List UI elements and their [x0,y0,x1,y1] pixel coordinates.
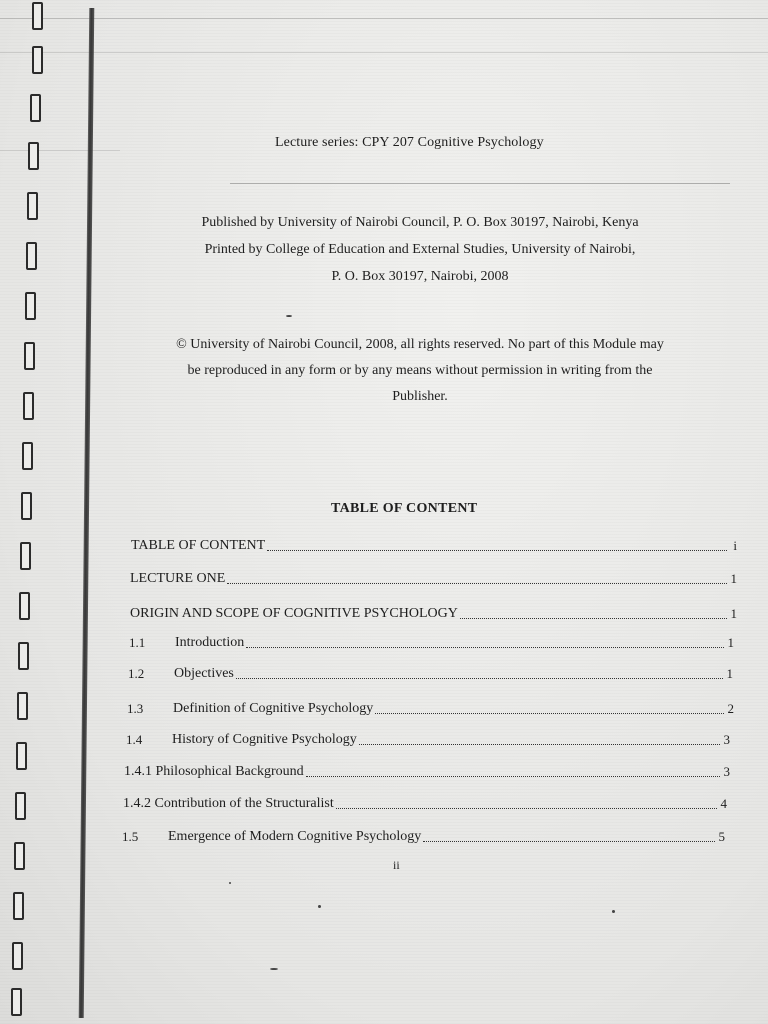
copyright-line-1: © University of Nairobi Council, 2008, all rights reserved. No part of this Module may [176,337,664,352]
binder-hole [14,842,25,870]
toc-entry-page: i [733,538,737,553]
binding-edge [79,8,95,1018]
toc-leader-dots [423,840,715,842]
scan-speck [286,315,292,317]
copyright-notice [140,332,700,410]
binder-hole [24,342,35,370]
binder-hole [17,692,28,720]
address-line: P. O. Box 30197, Nairobi, 2008 [331,269,509,284]
toc-entry-label: Emergence of Modern Cognitive Psychology [168,829,422,844]
scan-rule [0,18,768,19]
toc-entry-page: 4 [720,796,727,811]
toc-entry-number: 1.4 [126,732,143,747]
binder-hole [21,492,32,520]
toc-entry-label: TABLE OF CONTENT [131,538,266,553]
copyright-line-2: be reproduced in any form or by any means without permission in writing from the [187,363,653,378]
binder-hole [32,2,43,30]
toc-leader-dots [227,582,727,584]
copyright-line-3: Publisher. [392,389,448,404]
toc-leader-dots [306,775,720,777]
toc-leader-dots [336,807,717,809]
toc-entry-label: Definition of Cognitive Psychology [173,701,374,716]
binder-hole [30,94,41,122]
toc-leader-dots [236,677,723,679]
binder-hole [16,742,27,770]
binder-hole [13,892,24,920]
toc-entry-page: 5 [718,829,725,844]
binder-hole [32,46,43,74]
publication-info [150,209,690,290]
binder-hole [12,942,23,970]
toc-entry-label: LECTURE ONE [130,571,226,586]
binder-hole [25,292,36,320]
scan-speck [229,882,231,884]
page-number: ii [393,858,400,872]
toc-leader-dots [246,646,724,648]
binder-holes [6,0,46,1024]
binder-hole [28,142,39,170]
toc-entry-label: 1.4.1 Philosophical Background [124,764,304,779]
toc-entry[interactable] [124,760,730,780]
toc-entry-page: 1 [730,606,737,621]
toc-entry[interactable] [128,662,733,682]
binder-hole [15,792,26,820]
toc-entry-label: History of Cognitive Psychology [172,732,357,747]
toc-entry-number: 1.2 [128,666,145,681]
lecture-series-title: Lecture series: CPY 207 Cognitive Psychology [275,135,544,150]
binder-hole [20,542,31,570]
published-by-line: Published by University of Nairobi Council, P. O. Box 30197, Nairobi, Kenya [201,215,639,230]
binder-hole [19,592,30,620]
toc-leader-dots [375,712,724,714]
toc-entry-page: 1 [730,571,737,586]
binder-hole [23,392,34,420]
scan-rule [0,52,768,53]
toc-entry[interactable] [129,631,734,651]
binder-hole [26,242,37,270]
toc-entry[interactable] [130,602,737,622]
toc-entry-number: 1.1 [129,635,146,650]
toc-entry[interactable] [126,728,730,748]
toc-entry[interactable] [131,534,737,554]
toc-leader-dots [359,743,720,745]
toc-entry-number: 1.3 [127,701,144,716]
binder-hole [27,192,38,220]
toc-entry-page: 3 [723,764,730,779]
scan-speck [612,910,615,913]
toc-entry[interactable] [123,792,727,812]
toc-entry-label: ORIGIN AND SCOPE OF COGNITIVE PSYCHOLOGY [130,606,458,621]
toc-entry-number: 1.5 [122,829,139,844]
toc-entry-label: 1.4.2 Contribution of the Structuralist [123,796,334,811]
toc-entry-page: 1 [726,666,733,681]
printed-by-line: Printed by College of Education and External Studies, University of Nairobi, [204,242,636,257]
toc-leader-dots [267,549,727,551]
toc-entry[interactable] [122,825,725,845]
binder-hole [22,442,33,470]
binder-hole [18,642,29,670]
scan-speck [318,905,321,908]
toc-entry[interactable] [127,697,734,717]
toc-heading: TABLE OF CONTENT [331,501,478,516]
toc-entry-label: Introduction [175,635,245,650]
header-divider [230,183,730,184]
toc-entry-page: 2 [727,701,734,716]
toc-entry-label: Objectives [174,666,234,681]
binder-hole [11,988,22,1016]
toc-entry-page: 3 [723,732,730,747]
toc-leader-dots [460,617,727,619]
scan-speck [270,968,278,970]
toc-entry-page: 1 [727,635,734,650]
toc-entry[interactable] [130,567,737,587]
